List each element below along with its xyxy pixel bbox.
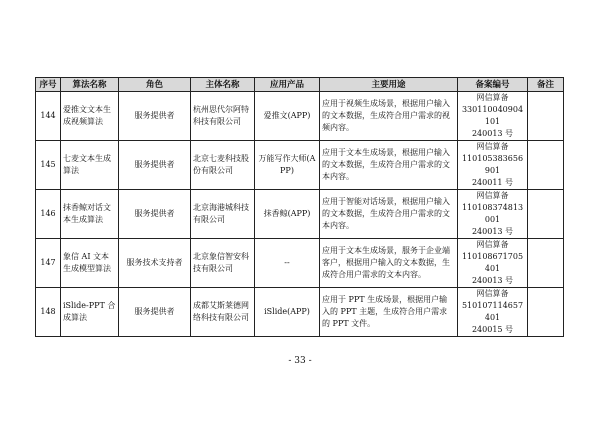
filing-code: 110108671705401 xyxy=(461,252,524,273)
table-row xyxy=(36,92,564,141)
algorithm-filing-table xyxy=(35,77,564,337)
row-product: -- xyxy=(255,239,320,288)
row-entity: 北京象信智安科技有限公司 xyxy=(191,239,255,288)
row-product: iSlide(APP) xyxy=(255,288,320,337)
header-algorithm: 算法名称 xyxy=(61,78,119,92)
header-entity: 主体名称 xyxy=(191,78,255,92)
filing-code: 330110040904101 xyxy=(461,105,524,126)
row-usage: 应用于视频生成场景，根据用户输入的文本数据，生成符合用户需求的视频内容。 xyxy=(320,92,458,141)
row-algorithm: 抹香鲸对话文本生成算法 xyxy=(61,190,119,239)
row-algorithm: 七麦文本生成算法 xyxy=(61,141,119,190)
row-remark xyxy=(528,288,564,337)
table-header-row xyxy=(36,78,564,92)
row-filing xyxy=(458,92,528,141)
row-algorithm: 象信 AI 文本生成模型算法 xyxy=(61,239,119,288)
row-filing xyxy=(458,190,528,239)
filing-suffix: 240015 号 xyxy=(471,325,514,334)
row-usage: 应用于 PPT 生成场景，根据用户输入的 PPT 主题，生成符合用户需求的 PPT 文件。 xyxy=(320,288,458,337)
row-usage: 应用于文本生成场景，服务于企业端客户，根据用户输入的文本数据，生成符合用户需求的文本内容。 xyxy=(320,239,458,288)
row-no: 147 xyxy=(36,239,61,288)
filing-suffix: 240013 号 xyxy=(471,276,514,285)
filing-code: 510107114657401 xyxy=(461,301,524,322)
row-role: 服务技术支持者 xyxy=(119,239,191,288)
header-role: 角色 xyxy=(119,78,191,92)
row-product: 爱推文(APP) xyxy=(255,92,320,141)
filing-prefix: 网信算备 xyxy=(476,142,509,151)
row-algorithm: iSlide-PPT 合成算法 xyxy=(61,288,119,337)
filing-prefix: 网信算备 xyxy=(476,240,509,249)
row-algorithm: 爱推文文本生成视频算法 xyxy=(61,92,119,141)
row-no: 146 xyxy=(36,190,61,239)
table-row xyxy=(36,239,564,288)
row-role: 服务提供者 xyxy=(119,141,191,190)
header-product: 应用产品 xyxy=(255,78,320,92)
filing-prefix: 网信算备 xyxy=(476,191,509,200)
row-entity: 北京海港城科技有限公司 xyxy=(191,190,255,239)
filing-suffix: 240013 号 xyxy=(471,129,514,138)
row-usage: 应用于智能对话场景，根据用户输入的文本数据，生成符合用户需求的文本内容。 xyxy=(320,190,458,239)
row-role: 服务提供者 xyxy=(119,190,191,239)
table-row xyxy=(36,288,564,337)
row-remark xyxy=(528,141,564,190)
row-remark xyxy=(528,190,564,239)
row-product: 抹香鲸(APP) xyxy=(255,190,320,239)
header-no: 序号 xyxy=(36,78,61,92)
filing-suffix: 240013 号 xyxy=(471,227,514,236)
row-no: 148 xyxy=(36,288,61,337)
row-product: 万能写作大师(APP) xyxy=(255,141,320,190)
filing-prefix: 网信算备 xyxy=(476,93,509,102)
row-role: 服务提供者 xyxy=(119,288,191,337)
header-remark: 备注 xyxy=(528,78,564,92)
row-no: 144 xyxy=(36,92,61,141)
row-filing xyxy=(458,288,528,337)
row-role: 服务提供者 xyxy=(119,92,191,141)
row-remark xyxy=(528,239,564,288)
row-no: 145 xyxy=(36,141,61,190)
table-row xyxy=(36,190,564,239)
table-row xyxy=(36,141,564,190)
row-entity: 成都艾斯莱德网络科技有限公司 xyxy=(191,288,255,337)
header-filing: 备案编号 xyxy=(458,78,528,92)
filing-code: 110105383656901 xyxy=(461,154,524,175)
filing-suffix: 240011 号 xyxy=(471,178,514,187)
row-entity: 杭州思代尔阿特科技有限公司 xyxy=(191,92,255,141)
filing-prefix: 网信算备 xyxy=(476,289,509,298)
page-number: - 33 - xyxy=(288,356,312,366)
row-entity: 北京七麦科技股份有限公司 xyxy=(191,141,255,190)
header-usage: 主要用途 xyxy=(320,78,458,92)
filing-code: 110108374813001 xyxy=(461,203,524,224)
row-filing xyxy=(458,141,528,190)
row-usage: 应用于文本生成场景，根据用户输入的文本数据，生成符合用户需求的文本内容。 xyxy=(320,141,458,190)
row-remark xyxy=(528,92,564,141)
row-filing xyxy=(458,239,528,288)
